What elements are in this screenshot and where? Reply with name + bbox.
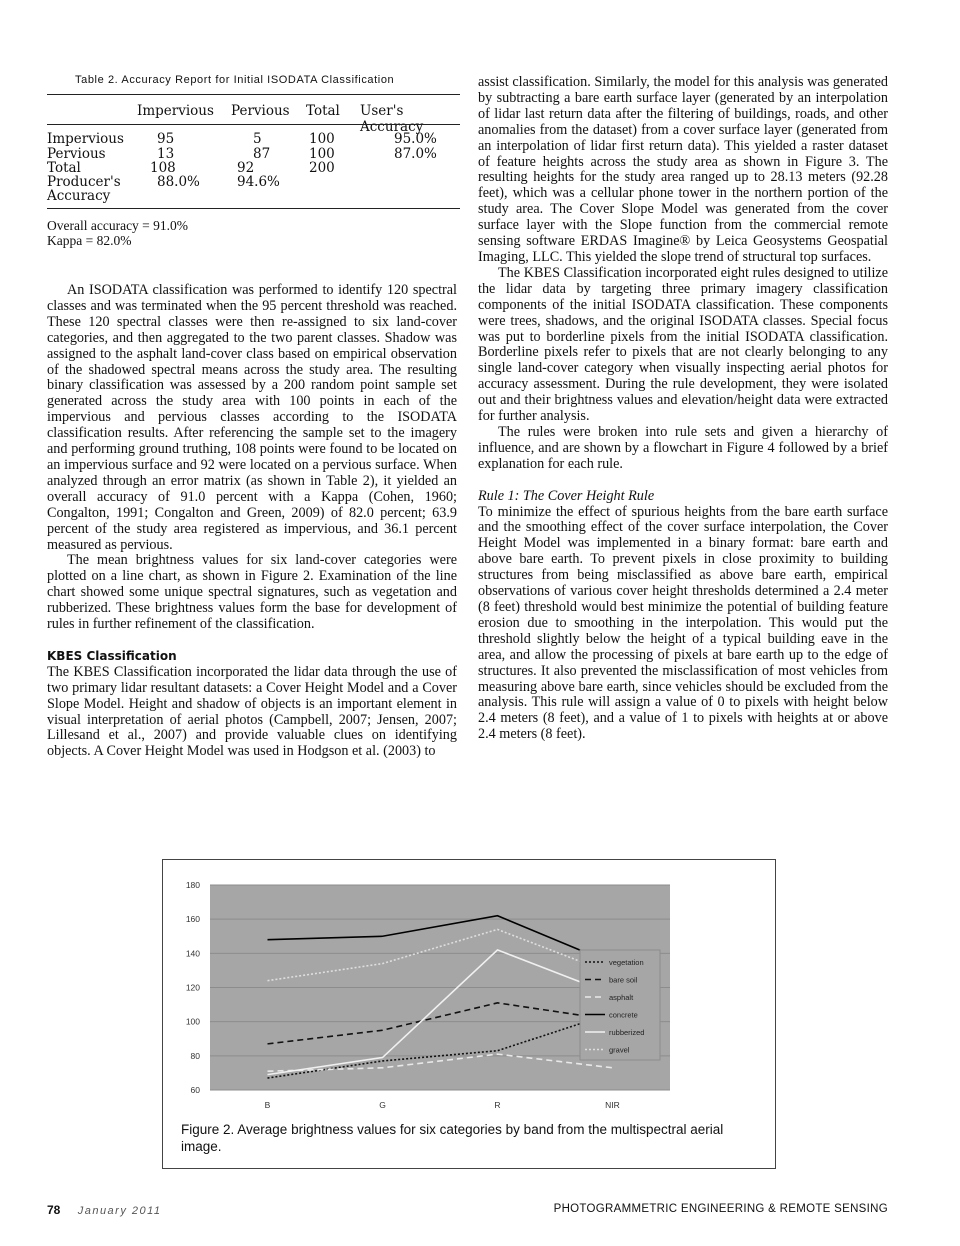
y-tick-label: 140 xyxy=(185,948,200,959)
table-cell: Producer's xyxy=(47,174,121,190)
paragraph: An ISODATA classification was performed to identify 120 spectral classes and was terminated when the 95 percent threshold was reached. These 120 spectral classes were then re-assigned to six land-cover categories, and then aggregated to the two parent classes. Shadow was assigned to the asphalt land-cover class based on empirical observation of the shadowed spectral means across the study area. The resulting binary classification was assessed by a 200 random point sample set generated across the study area with 100 points in each of the impervious and pervious classes according to the ISODATA classification results. After referencing the sample set to the imagery and performing ground truthing, 108 points were found to be located on an impervious surface and 92 were located on a pervious surface. When analyzed through an error matrix (as shown in Table 2), it yielded an overall accuracy of 91.0 percent with a Kappa (Cohen, 1960; Congalton, 1991; Congalton and Green, 2009) of 82.0 percent; 63.9 percent of the study area registered as impervious, and 36.1 percent measured as pervious. xyxy=(47,282,457,553)
right-column xyxy=(478,75,888,743)
table-row xyxy=(47,131,460,146)
table-top-rule xyxy=(47,94,460,95)
paragraph: The KBES Classification incorporated the lidar data through the use of two primary lidar resultant datasets: a Cover Height Model and a Cover Slope Model. Height and shadow of objects is an important element in visual interpretation of aerial photos (Campbell, 2007; Jensen, 2007; Lillesand et al., 2007) and provide valuable clues on identifying objects. A Cover Height Model was used in Hodgson et al. (2003) to xyxy=(47,663,457,760)
legend-label: rubberized xyxy=(609,1028,645,1037)
y-tick-label: 180 xyxy=(185,880,200,890)
rule-heading: Rule 1: The Cover Height Rule xyxy=(478,487,655,504)
legend-label: gravel xyxy=(609,1045,630,1055)
y-tick-label: 60 xyxy=(190,1085,200,1095)
table-row xyxy=(47,160,460,175)
table-cell: 95.0% xyxy=(394,131,437,147)
table-cell: 87 xyxy=(253,146,271,162)
paragraph: The rules were broken into rule sets and given a hierarchy of influence, and are shown by a flowchart in Figure 4 followed by a brief explanation for each rule. xyxy=(478,423,888,472)
header-users-accuracy: User's Accuracy xyxy=(360,103,424,135)
x-tick-label: G xyxy=(379,1100,386,1110)
table-cell: Accuracy xyxy=(47,188,111,204)
table-row xyxy=(47,188,460,203)
paragraph: The KBES Classification incorporated eight rules designed to utilize the lidar data by targeting three primary imagery classification components of the initial ISODATA classification. These components were trees, shadows, and the original ISODATA classes. Special focus was put to borderline pixels from the initial ISODATA classification. Borderline pixels refer to pixels that are not clearly belonging to any single land-cover category when visually inspecting aerial photos for accuracy assessment. During the rule development, they were isolated out and their brightness values and elevation/height data were extracted for further analysis. xyxy=(478,264,888,425)
paragraph: The mean brightness values for six land-cover categories were plotted on a line chart, as shown in Figure 2. Examination of the line chart showed some unique spectral signatures, such as vegetation and rubberized. These brightness values form the base for development of rules in further refinement of the classification. xyxy=(47,552,457,633)
table-cell: 100 xyxy=(309,131,335,147)
table-cell: 95 xyxy=(157,131,175,147)
table-cell: 13 xyxy=(157,146,175,162)
table-notes xyxy=(47,218,188,248)
overall-accuracy: Overall accuracy = 91.0% xyxy=(47,218,189,233)
issue-date: January 2011 xyxy=(77,1205,162,1217)
y-tick-label: 80 xyxy=(190,1050,200,1061)
table-caption: Table 2. Accuracy Report for Initial ISODATA Classification xyxy=(75,74,395,86)
table-cell: Pervious xyxy=(47,146,106,162)
brightness-line-chart xyxy=(162,870,774,1120)
figure-caption: Figure 2. Average brightness values for six categories by band from the multispectral aerial image. xyxy=(181,1122,724,1154)
table-cell: 87.0% xyxy=(394,146,437,162)
table-cell: 92 xyxy=(237,160,255,176)
table-bottom-rule xyxy=(47,208,460,209)
table-row xyxy=(47,146,460,161)
left-column xyxy=(47,283,457,760)
header-impervious: Impervious xyxy=(137,103,214,119)
section-heading: KBES Classification xyxy=(47,648,177,663)
table-row xyxy=(47,174,460,189)
legend-label: vegetation xyxy=(609,958,644,967)
x-tick-label: B xyxy=(264,1100,271,1110)
y-tick-label: 120 xyxy=(185,982,200,993)
y-tick-label: 160 xyxy=(185,914,200,925)
table-cell: 108 xyxy=(150,160,176,176)
table-cell: Impervious xyxy=(47,131,124,147)
footer-left xyxy=(47,1203,162,1217)
table-cell: 100 xyxy=(309,146,335,162)
table-header-row xyxy=(47,103,460,135)
paragraph: assist classification. Similarly, the model for this analysis was generated by subtracting a bare earth surface layer (generated by an interpolation of lidar last return data after the filtering of buildings, roads, and other anomalies from the dataset) from a cover surface layer (generated from an interpolation of lidar first return data). This yielded a raster dataset of feature heights across the study area as shown in Figure 3. The resulting heights for the study area ranged up to 28.13 meters (92.28 feet), which was a cellular phone tower in the northern portion of the study area. The Cover Slope Model was generated from the cover surface layer with the Slope function from the commercial remote sensing software ERDAS Imagine® by Leica Geosystems Geospatial Imaging, LLC. This yielded the slope trend of structural top surfaces. xyxy=(478,74,888,265)
journal-name: PHOTOGRAMMETRIC ENGINEERING & REMOTE SENSING xyxy=(553,1203,888,1215)
kappa-value: Kappa = 82.0% xyxy=(47,233,132,248)
header-pervious: Pervious xyxy=(231,103,290,119)
x-tick-label: R xyxy=(494,1100,501,1110)
paragraph: To minimize the effect of spurious heights from the bare earth surface and the smoothing effect of the cover surface interpolation, the Cover Height Model was implemented in a binary format: bare earth and above bare earth. To prevent pixels in close proximity to building structures from being misclassified as above bare earth, empirical observations of various cover height thresholds determined a 2.4 meter (8 feet) threshold would best minimize the potential of building feature erosion due to smoothing in the interpolation. This would put the threshold slightly below the height of a typical building eave in the area, and allow the processing of pixels at bare earth up to the edge of structures. It also prevented the misclassification of most vehicles from measuring above bare earth, since vehicles should be excluded from the analysis. This rule will assign a value of 0 to pixels with height below 2.4 meters (8 feet), and a value of 1 to pixels with heights at or above 2.4 meters (8 feet). xyxy=(478,503,888,743)
x-tick-label: NIR xyxy=(605,1100,620,1110)
page-number: 78 xyxy=(47,1203,61,1217)
legend-label: asphalt xyxy=(609,993,634,1002)
table-cell: 88.0% xyxy=(157,174,200,190)
table-cell: 5 xyxy=(253,131,262,147)
table-cell: 200 xyxy=(309,160,335,176)
table-header-rule xyxy=(47,124,460,125)
legend-label: concrete xyxy=(609,1010,638,1020)
table-cell: Total xyxy=(47,160,81,176)
y-tick-label: 100 xyxy=(185,1016,200,1027)
legend-label: bare soil xyxy=(609,975,638,985)
header-total: Total xyxy=(306,103,340,119)
table-cell: 94.6% xyxy=(237,174,280,190)
